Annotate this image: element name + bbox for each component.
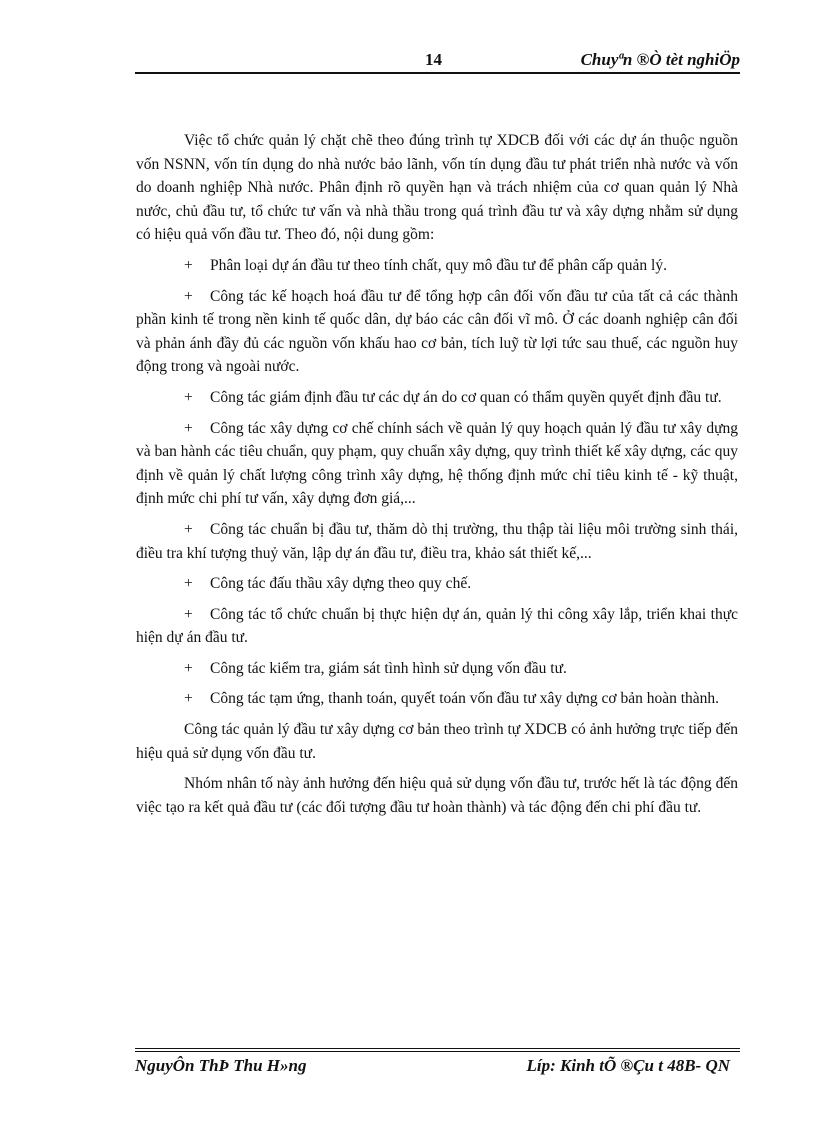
- plus-icon: +: [184, 520, 193, 538]
- bullet-text: Công tác kiểm tra, giám sát tình hình sử dụng vốn đầu tư.: [210, 659, 567, 677]
- bullet-text: Công tác giám định đầu tư các dự án do cơ quan có thẩm quyền quyết định đầu tư.: [210, 388, 722, 406]
- bullet-item: [136, 572, 738, 596]
- bullet-item: [136, 603, 738, 650]
- bullet-item: [136, 254, 738, 278]
- document-body: [136, 129, 738, 826]
- plus-icon: +: [184, 575, 193, 593]
- closing-paragraph-2: Nhóm nhân tố này ảnh hưởng đến hiệu quả sử dụng vốn đầu tư, trước hết là tác động đến việc tạo ra kết quả đầu tư (các đối tượng đầu tư hoàn thành) và tác động đến chi phí đầu tư.: [136, 775, 738, 816]
- bullet-item: [136, 657, 738, 681]
- bullet-item: [136, 417, 738, 511]
- intro-paragraph: Việc tổ chức quản lý chặt chẽ theo đúng trình tự XDCB đối với các dự án thuộc nguồn vốn NSNN, vốn tín dụng do nhà nước bảo lãnh, vốn tín dụng đầu tư phát triển nhà nước và vốn do doanh nghiệp Nhà nước. Phân định rõ quyền hạn và trách nhiệm của cơ quan quản lý Nhà nước, chủ đầu tư, tổ chức tư vấn và nhà thầu trong quá trình đầu tư và xây dựng nhằm sử dụng có hiệu quả vốn đầu tư. Theo đó, nội dung gồm:: [136, 132, 738, 244]
- bullet-text: Công tác đấu thầu xây dựng theo quy chế.: [210, 575, 472, 593]
- page-header: [135, 50, 740, 72]
- bullet-item: [136, 687, 738, 711]
- page-number: 14: [425, 50, 442, 69]
- bullet-text: Công tác chuẩn bị đầu tư, thăm dò thị trường, thu thập tài liệu môi trường sinh thái, điều tra khí tượng thuỷ văn, lập dự án đầu tư, điều tra, khảo sát thiết kế,...: [136, 520, 738, 562]
- plus-icon: +: [184, 287, 193, 305]
- page-footer: [135, 1056, 740, 1078]
- plus-icon: +: [184, 256, 193, 274]
- bullet-item: [136, 285, 738, 379]
- footer-rule-bottom: [135, 1051, 740, 1052]
- bullet-item: [136, 386, 738, 410]
- closing-paragraph-1: Công tác quản lý đầu tư xây dựng cơ bản theo trình tự XDCB có ảnh hưởng trực tiếp đến hiệu quả sử dụng vốn đầu tư.: [136, 721, 738, 762]
- plus-icon: +: [184, 659, 193, 677]
- bullet-text: Công tác xây dựng cơ chế chính sách về quản lý quy hoạch quản lý đầu tư xây dựng và ban hành các tiêu chuẩn, quy phạm, quy chuẩn xây dựng, quy trình thiết kế xây dựng, các quy định về quản lý chất lượng công trình xây dựng, hệ thống định mức chỉ tiêu kinh tế - kỹ thuật, định mức chi phí tư vấn, xây dựng đơn giá,...: [136, 419, 738, 508]
- plus-icon: +: [184, 605, 193, 623]
- footer-class: Líp: Kinh tÕ ®Çu t 48B- QN: [526, 1056, 730, 1075]
- bullet-text: Công tác kế hoạch hoá đầu tư để tổng hợp cân đối vốn đầu tư của tất cả các thành phần kinh tế trong nền kinh tế quốc dân, dự báo các cân đối vĩ mô. Ở các doanh nghiệp cân đối và phản ánh đầy đủ các nguồn vốn khấu hao cơ bản, tích luỹ từ lợi tức sau thuế, các nguồn huy động trong và ngoài nước.: [136, 287, 738, 376]
- plus-icon: +: [184, 419, 193, 437]
- footer-rule-top: [135, 1048, 740, 1049]
- footer-author: NguyÔn ThÞ Thu H»ng: [135, 1056, 307, 1075]
- bullet-text: Công tác tạm ứng, thanh toán, quyết toán vốn đầu tư xây dựng cơ bản hoàn thành.: [210, 690, 720, 708]
- plus-icon: +: [184, 690, 193, 708]
- header-title: Chuyªn ®Ò tèt nghiÖp: [580, 50, 740, 69]
- bullet-text: Phân loại dự án đầu tư theo tính chất, quy mô đầu tư để phân cấp quản lý.: [210, 256, 667, 274]
- bullet-item: [136, 518, 738, 565]
- bullet-text: Công tác tổ chức chuẩn bị thực hiện dự án, quản lý thi công xây lắp, triển khai thực hiện dự án đầu tư.: [136, 605, 738, 647]
- header-rule: [135, 72, 740, 74]
- plus-icon: +: [184, 388, 193, 406]
